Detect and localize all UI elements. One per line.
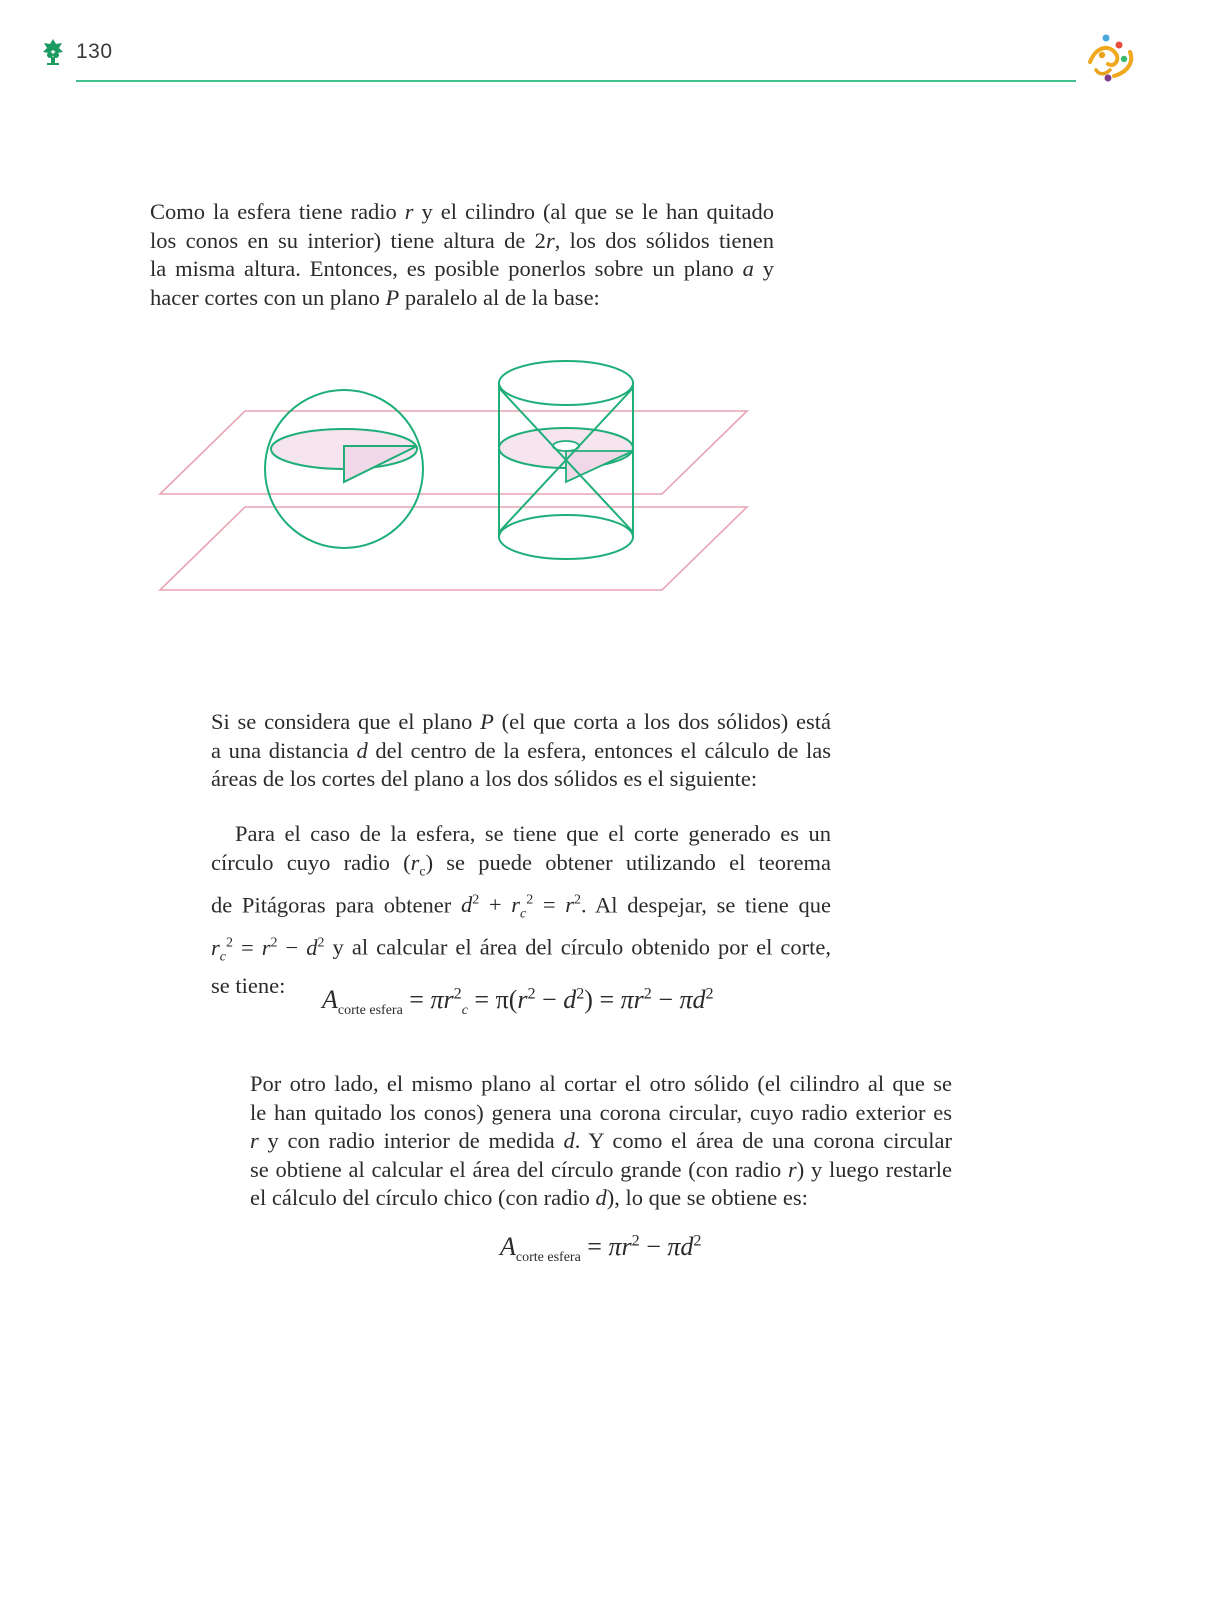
- text-line: círculo cuyo radio $(r_c)$ se puede obtener utilizando el teorema: [211, 849, 831, 879]
- text-line: Como la esfera tiene radio r y el cilindro (al que se le han quitado: [150, 199, 774, 224]
- base-plane-a: [160, 507, 747, 590]
- text-line: la misma altura. Entonces, es posible ponerlos sobre un plano a y: [150, 256, 775, 281]
- text-line: r y con radio interior de medida d. Y como el área de una corona circular: [250, 1128, 952, 1153]
- sphere-cylinder-cross-section-figure: [158, 360, 768, 610]
- cutting-plane-p: [160, 411, 747, 494]
- annulus-area-formula: $A_{corte esfera} = \pi r^2 - \pi d^2$: [500, 1232, 702, 1266]
- cylinder-top-ellipse: [499, 361, 633, 405]
- pythagoras-equation: $d^2 + r_c^2 = r^2$: [460, 892, 581, 922]
- cylinder-bottom-ellipse: [499, 515, 633, 559]
- rc-squared-equation: $r_c^2 = r^2 - d^2$: [211, 934, 325, 964]
- text-line: hacer cortes con un plano P paralelo al de la base:: [150, 284, 600, 310]
- annulus-paragraph: [250, 1070, 952, 1213]
- colorful-figure-logo: [1084, 32, 1140, 86]
- cylinder-triangle: [566, 451, 633, 482]
- text-line: de Pitágoras para obtener $d^2 + r_c^2 = r^2$. Al despejar, se tiene que: [211, 892, 831, 922]
- text-line: los conos en su interior) tiene altura de 2r, los dos sólidos tienen: [150, 227, 774, 253]
- text-line: a una distancia d del centro de la esfera, entonces el cálculo de las: [211, 737, 831, 763]
- text-line: el cálculo del círculo chico (con radio d), lo que se obtiene es:: [250, 1185, 808, 1210]
- pythagoras-triangle: [344, 446, 417, 482]
- sphere-area-formula: $A_{corte esfera} = \pi r^2_c = \pi(r^2 - d^2) = \pi r^2 - \pi d^2$: [322, 985, 714, 1019]
- intro-paragraph: [150, 198, 774, 312]
- leaf-emblem-icon: [42, 38, 64, 66]
- header-rule: [76, 80, 1076, 82]
- text-line: se tiene:: [211, 972, 286, 998]
- sphere-case-paragraph: [211, 820, 831, 1000]
- text-line: Si se considera que el plano P (el que corta a los dos sólidos) está: [211, 709, 832, 734]
- text-line: le han quitado los conos) genera una corona circular, cuyo radio exterior es: [250, 1099, 952, 1125]
- text-line: se obtiene al calcular el área del círculo grande (con radio r) y luego restarle: [250, 1156, 952, 1182]
- text-line: Por otro lado, el mismo plano al cortar el otro sólido (el cilindro al que se: [250, 1071, 952, 1096]
- text-line: Para el caso de la esfera, se tiene que el corte generado es un: [235, 821, 831, 846]
- text-line: $r_c^2 = r^2 - d^2$ y al calcular el área del círculo obtenido por el corte,: [211, 934, 831, 964]
- page-number: 130: [76, 40, 113, 63]
- text-line: áreas de los cortes del plano a los dos sólidos es el siguiente:: [211, 766, 758, 791]
- distance-paragraph: [211, 708, 831, 794]
